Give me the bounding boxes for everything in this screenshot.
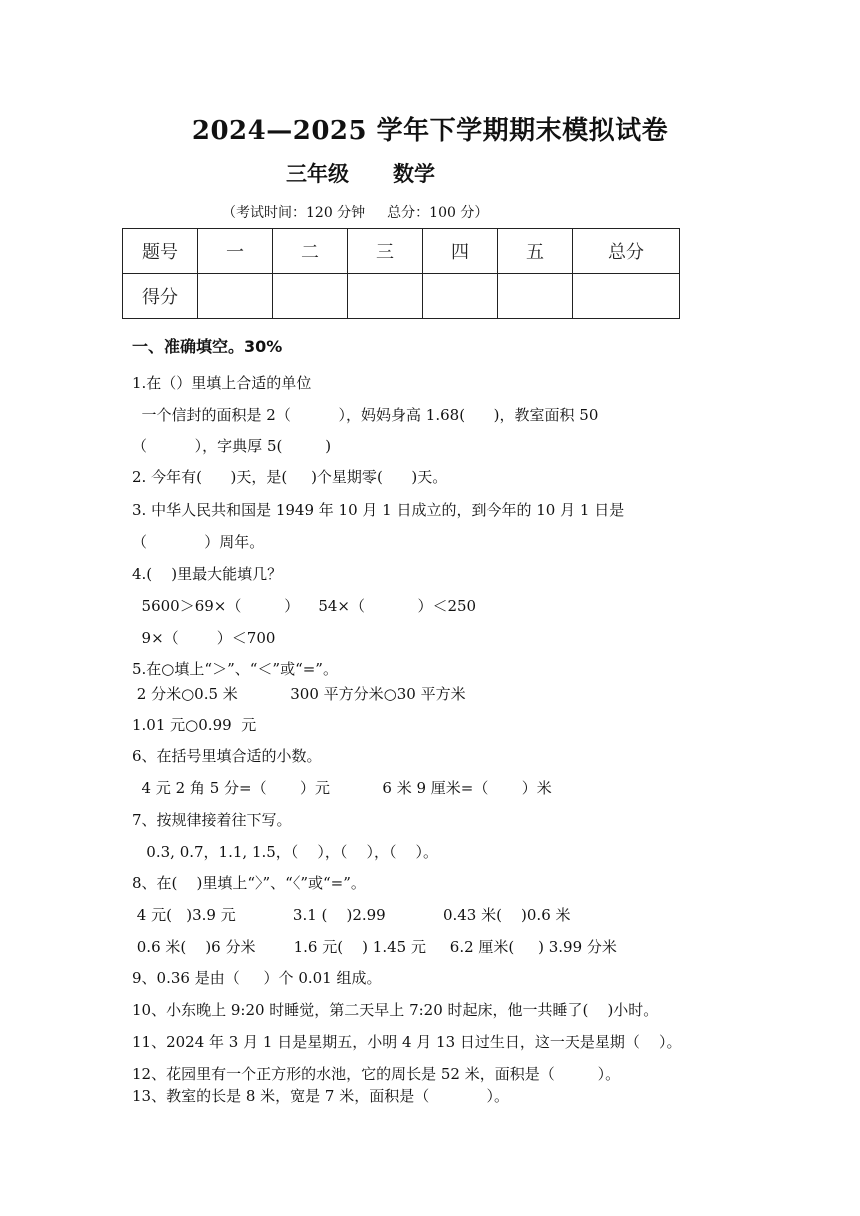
question-line: 5.在○填上“＞”、“＜”或“=”。 bbox=[132, 660, 338, 678]
exam-title: 2024—2025 学年下学期期末模拟试卷 bbox=[191, 116, 669, 146]
question-line: 0.3, 0.7，1.1, 1.5，（ ），（ ），（ ）。 bbox=[132, 843, 439, 861]
question-line: 2 分米○0.5 米 300 平方分米○30 平方米 bbox=[132, 685, 466, 703]
exam-info bbox=[222, 202, 488, 222]
score-table-cell: 三 bbox=[348, 229, 423, 274]
question-line: 4.( )里最大能填几？ bbox=[132, 565, 283, 583]
score-table-cell: 得分 bbox=[123, 274, 198, 319]
question-line: 4 元( )3.9 元 3.1 ( )2.99 0.43 米( )0.6 米 bbox=[132, 906, 571, 924]
question-line: 6、在括号里填合适的小数。 bbox=[132, 747, 322, 765]
grade-label: 三年级 bbox=[286, 161, 349, 186]
score-table bbox=[122, 228, 680, 319]
question-line: 11、2024 年 3 月 1 日是星期五，小明 4 月 13 日过生日，这一天是星期（ ）。 bbox=[132, 1033, 682, 1051]
score-entry-cell bbox=[198, 274, 273, 319]
total-score: 总分：100 分） bbox=[387, 205, 489, 221]
question-line: 一个信封的面积是 2（ ），妈妈身高 1.68( )，教室面积 50 bbox=[132, 406, 599, 424]
question-line: 0.6 米( )6 分米 1.6 元( ) 1.45 元 6.2 厘米( ) 3.99 分米 bbox=[132, 938, 617, 956]
section-heading: 一、准确填空。30% bbox=[132, 337, 283, 356]
score-entry-cell bbox=[273, 274, 348, 319]
question-line: 5600＞69×（ ） 54×（ ）＜250 bbox=[132, 597, 477, 615]
question-line: 8、在( )里填上“〉”、“〈”或“=”。 bbox=[132, 874, 366, 892]
score-entry-cell bbox=[573, 274, 680, 319]
question-line: 1.01 元○0.99 元 bbox=[132, 716, 257, 734]
question-line: （ ）周年。 bbox=[132, 533, 265, 551]
question-line: 13、教室的长是 8 米，宽是 7 米，面积是（ ）。 bbox=[132, 1087, 509, 1105]
score-table-cell: 题号 bbox=[123, 229, 198, 274]
question-line: 3. 中华人民共和国是 1949 年 10 月 1 日成立的，到今年的 10 月 1 日是 bbox=[132, 501, 625, 519]
question-line: 12、花园里有一个正方形的水池，它的周长是 52 米，面积是（ ）。 bbox=[132, 1065, 621, 1083]
score-table-score-row bbox=[123, 274, 680, 319]
score-table-cell: 总分 bbox=[573, 229, 680, 274]
score-table-cell: 二 bbox=[273, 229, 348, 274]
score-table-cell: 四 bbox=[423, 229, 498, 274]
question-line: 7、按规律接着往下写。 bbox=[132, 811, 292, 829]
subject-label: 数学 bbox=[393, 161, 435, 186]
score-table-header-row bbox=[123, 229, 680, 274]
question-line: 1.在（）里填上合适的单位 bbox=[132, 374, 312, 392]
question-line: 9、0.36 是由（ ）个 0.01 组成。 bbox=[132, 969, 382, 987]
question-line: （ ），字典厚 5( ) bbox=[132, 437, 332, 455]
score-entry-cell bbox=[423, 274, 498, 319]
question-line: 4 元 2 角 5 分=（ ）元 6 米 9 厘米=（ ）米 bbox=[132, 779, 552, 797]
score-table-cell: 五 bbox=[498, 229, 573, 274]
question-line: 10、小东晚上 9:20 时睡觉，第二天早上 7:20 时起床，他一共睡了( )小时。 bbox=[132, 1001, 659, 1019]
score-entry-cell bbox=[498, 274, 573, 319]
exam-time: （考试时间：120 分钟 bbox=[222, 205, 366, 221]
score-table-cell: 一 bbox=[198, 229, 273, 274]
score-entry-cell bbox=[348, 274, 423, 319]
question-line: 2. 今年有( )天，是( )个星期零( )天。 bbox=[132, 468, 448, 486]
question-line: 9×（ ）＜700 bbox=[132, 629, 276, 647]
exam-subtitle bbox=[286, 158, 435, 188]
